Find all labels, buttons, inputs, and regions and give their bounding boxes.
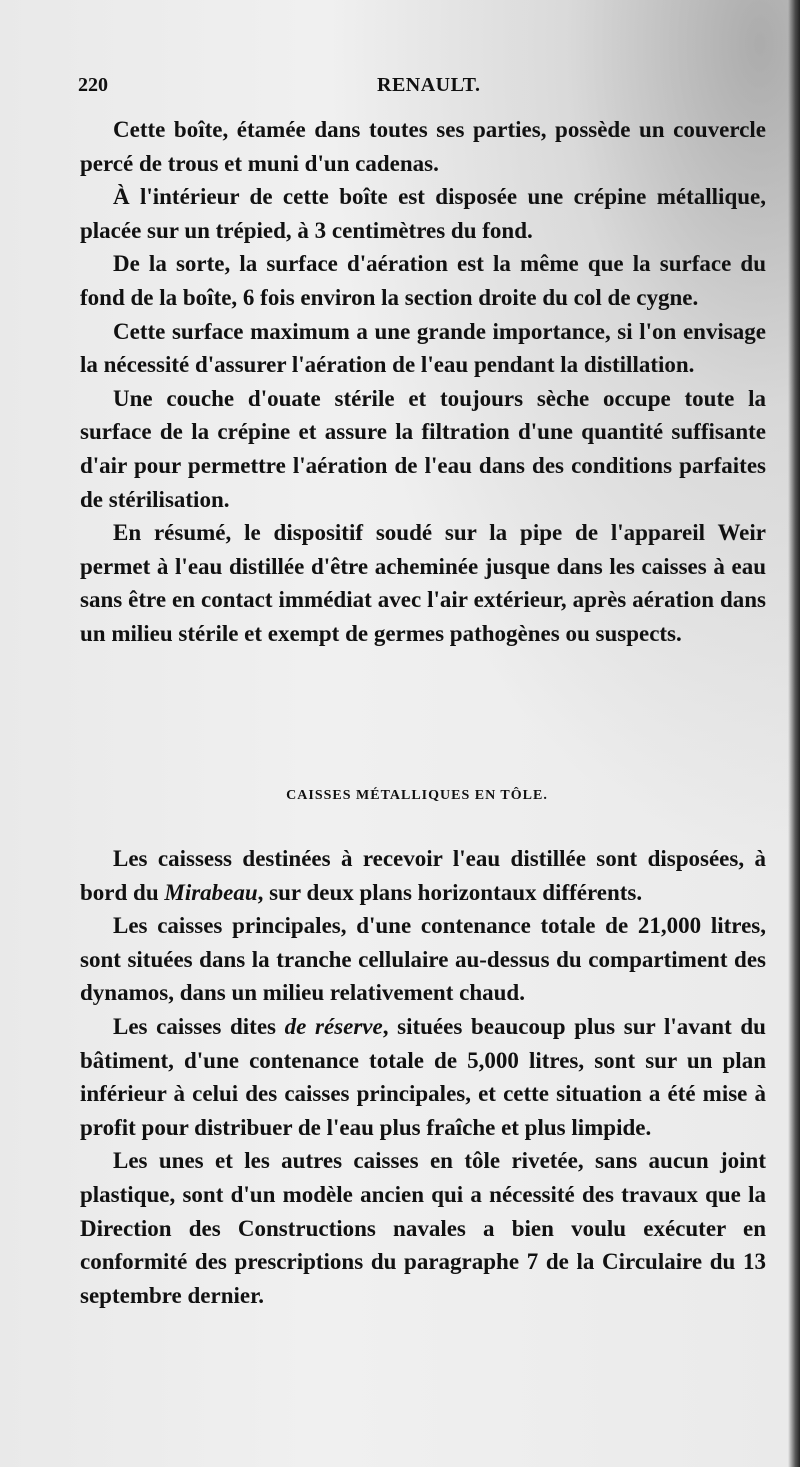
- paragraph-4: Cette surface maximum a une grande importance, si l'on envisage la nécessité d'assurer l'aération de l'eau pendant la distillation.: [80, 318, 766, 378]
- section-heading: CAISSES MÉTALLIQUES EN TÔLE.: [286, 788, 548, 803]
- paragraph-7-end: , sur deux plans horizontaux différents.: [257, 879, 643, 905]
- paragraph-5: Une couche d'ouate stérile et toujours sèche occupe toute la surface de la crépine et assure la filtration d'une quantité suffisante d'air pour permettre l'aération de l'eau dans des conditions parfaites de stérilisation.: [80, 385, 766, 512]
- paragraph-10: Les unes et les autres caisses en tôle rivetée, sans aucun joint plastique, sont d'un modèle ancien qui a nécessité des travaux que la Direction des Constructions navales a bien voulu exécuter en conformité des prescriptions du paragraphe 7 de la Circulaire du 13 septembre dernier.: [80, 1148, 766, 1308]
- paragraph-9: [80, 1010, 766, 1144]
- paragraph-6: En résumé, le dispositif soudé sur la pipe de l'appareil Weir permet à l'eau distillée d'être acheminée jusque dans les caisses à eau sans être en contact immédiat avec l'air extérieur, après aération dans un milieu stérile et exempt de germes pathogènes ou suspects.: [80, 520, 766, 646]
- paragraph-8: Les caisses principales, d'une contenance totale de 21,000 litres, sont situées dans la tranche cellulaire au-dessus du compartiment des dynamos, dans un milieu relativement chaud.: [80, 913, 766, 1006]
- page-edge-shadow: [788, 0, 800, 1467]
- text-block-top: [80, 113, 766, 651]
- paragraph-7-start: Les caissess destinées à recevoir l'eau distillée sont disposées, à bord du: [80, 846, 766, 905]
- text-block-bottom: [80, 842, 766, 1312]
- page-number: 220: [78, 74, 108, 96]
- paragraph-2: À l'intérieur de cette boîte est disposée une crépine métallique, placée sur un trépied, à 3 centimètres du fond.: [80, 184, 766, 243]
- paragraph-3: De la sorte, la surface d'aération est la même que la surface du fond de la boîte, 6 fois environ la section droite du col de cygne.: [80, 251, 766, 310]
- running-title: RENAULT.: [377, 74, 481, 96]
- reserve-term: de réserve: [284, 1013, 383, 1039]
- paragraph-9-start: Les caisses dites: [113, 1013, 285, 1039]
- paragraph-9-end: , situées beaucoup plus sur l'avant du bâtiment, d'une contenance totale de 5,000 litres, sont sur un plan inférieur à celui des caisses principales, et cette situation a été mise à profit pour distribuer de l'eau plus fraîche et plus limpide.: [80, 1013, 766, 1140]
- ship-name: Mirabeau: [164, 879, 258, 905]
- paragraph-1: Cette boîte, étamée dans toutes ses parties, possède un couvercle percé de trous et muni d'un cadenas.: [80, 117, 766, 176]
- paragraph-7: [80, 842, 766, 909]
- page-header: [78, 74, 758, 104]
